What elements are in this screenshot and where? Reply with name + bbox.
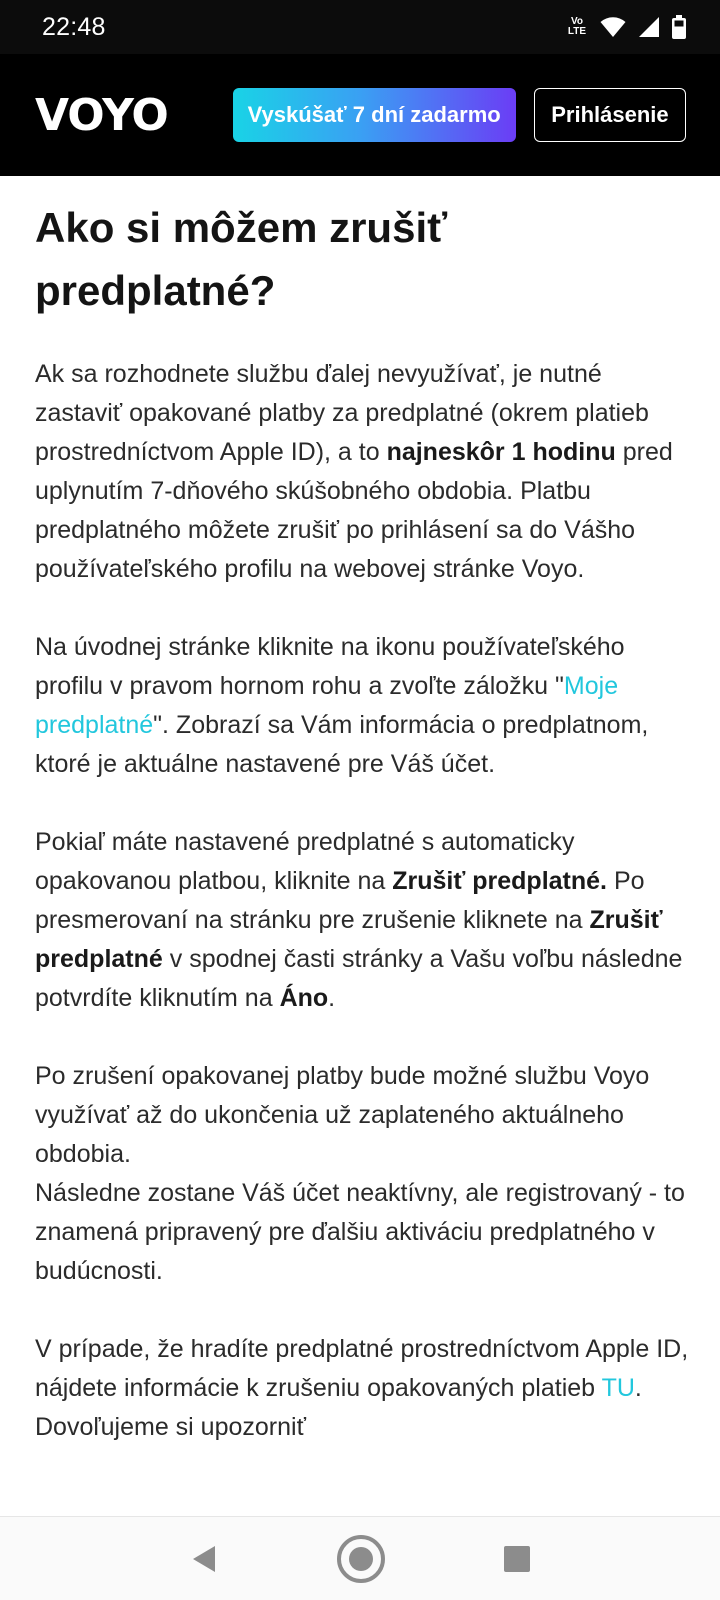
paragraph-3: Pokiaľ máte nastavené predplatné s automaticky opakovanou platbou, kliknite na Zrušiť predplatné. Po presmerovaní na stránku pre zrušenie kliknete na Zrušiť predplatné v spodnej časti stránky a Vašu voľbu následne potvrdíte kliknutím na Áno. <box>35 828 683 1012</box>
paragraph-4: Po zrušení opakovanej platby bude možné službu Voyo využívať až do ukončenia už zaplateného aktuálneho obdobia. Následne zostane Váš účet neaktívny, ale registrovaný - to znamená pripravený pre ďalšiu aktiváciu predplatného v budúcnosti. <box>35 1062 685 1285</box>
recents-icon[interactable] <box>503 1545 531 1573</box>
article-content <box>35 176 690 1516</box>
status-time: 22:48 <box>42 12 106 41</box>
home-icon[interactable] <box>336 1534 386 1584</box>
volte-icon: Vo LTE <box>567 16 587 37</box>
battery-icon <box>672 15 686 39</box>
free-trial-button[interactable]: Vyskúšať 7 dní zadarmo <box>233 88 516 142</box>
back-icon[interactable] <box>189 1544 219 1574</box>
voyo-logo[interactable]: VOYO <box>35 89 168 141</box>
wifi-icon <box>600 16 626 38</box>
navigation-bar <box>0 1516 720 1600</box>
paragraph-1: Ak sa rozhodnete službu ďalej nevyužívať, je nutné zastaviť opakované platby za predplatné (okrem platieb prostredníctvom Apple ID), a to najneskôr 1 hodinu pred uplynutím 7-dňového skúšobného obdobia. Platbu predplatného môžete zrušiť po prihlásení sa do Vášho používateľského profilu na webovej stránke Voyo. <box>35 360 673 583</box>
paragraph-5: V prípade, že hradíte predplatné prostredníctvom Apple ID, nájdete informácie k zrušeniu opakovaných platieb TU. Dovoľujeme si upozorniť <box>35 1335 689 1441</box>
my-subscription-link[interactable]: Moje predplatné <box>35 672 619 739</box>
status-bar <box>0 0 720 54</box>
page-title: Ako si môžem zrušiť predplatné? <box>35 204 448 314</box>
apple-id-info-link[interactable]: TU <box>601 1374 635 1402</box>
status-icons <box>566 15 686 39</box>
paragraph-2: Na úvodnej stránke kliknite na ikonu používateľského profilu v pravom hornom rohu a zvoľte záložku "Moje predplatné". Zobrazí sa Vám informácia o predplatnom, ktoré je aktuálne nastavené pre Váš účet. <box>35 633 649 778</box>
signal-icon <box>638 16 660 38</box>
login-button[interactable]: Prihlásenie <box>534 88 686 142</box>
site-header <box>0 54 720 176</box>
